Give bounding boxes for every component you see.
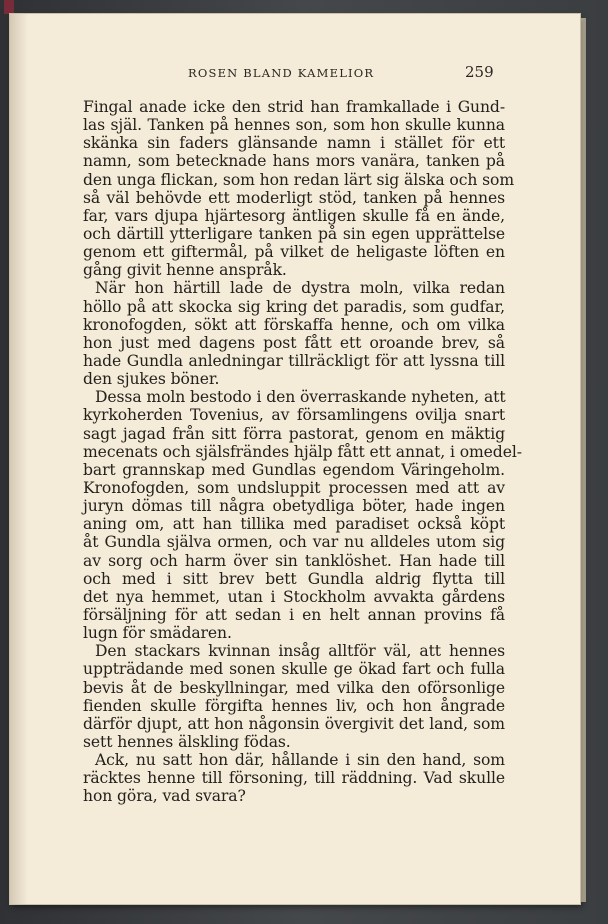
- text-line: fienden skulle förgifta hennes liv, och hon ångrade: [83, 696, 505, 715]
- text-line: far, vars djupa hjärtesorg äntligen skulle få en ände,: [83, 206, 505, 225]
- text-line: höllo på att skocka sig kring det paradis, som gudfar,: [83, 297, 505, 316]
- text-line: las själ. Tanken på hennes son, som hon skulle kunna: [83, 116, 505, 135]
- text-line: därför djupt, att hon någonsin övergivit det land, som: [83, 714, 505, 733]
- text-line: uppträdande med sonen skulle ge ökad fart och fulla: [83, 660, 505, 679]
- paragraph-start: Ack, nu satt hon där, hållande i sin den hand, som: [95, 751, 505, 770]
- text-line: och därtill ytterligare tanken på sin egen upprättelse: [83, 224, 505, 243]
- text-line: gång givit henne anspråk.: [83, 261, 287, 280]
- bookmark-ribbon: [4, 0, 14, 14]
- text-line: hade Gundla anledningar tillräckligt för att lyssna till: [83, 351, 505, 370]
- text-line: aning om, att han tillika med paradiset också köpt: [83, 515, 505, 534]
- paragraph-start: Dessa moln bestodo i den överraskande nyheten, att: [95, 388, 506, 407]
- text-line: åt Gundla själva ormen, och var nu alldeles utom sig: [83, 533, 505, 552]
- text-line: försäljning för att sedan i en helt annan provins få: [83, 605, 505, 624]
- page-header: [10, 63, 580, 86]
- text-line: lugn för smädaren.: [83, 624, 232, 643]
- running-title: ROSEN BLAND KAMELIOR: [188, 66, 375, 80]
- text-line: kronofogden, sökt att förskaffa henne, och om vilka: [83, 315, 505, 334]
- text-line: hon just med dagens post fått ett oroande brev, så: [83, 333, 505, 352]
- text-line: sett hennes älskling födas.: [83, 732, 291, 751]
- text-line: Fingal anade icke den strid han framkallade i Gund-: [83, 98, 505, 116]
- text-line: den unga flickan, som hon redan lärt sig älska och som: [83, 170, 515, 189]
- page-edge: [580, 18, 586, 902]
- page-number: 259: [465, 63, 494, 81]
- text-line: mecenats och själsfrändes hjälp fått ett annat, i omedel-: [83, 442, 522, 461]
- text-line: och med i sitt brev bett Gundla aldrig flytta till: [83, 569, 505, 588]
- paragraph-start: När hon härtill lade de dystra moln, vilka redan: [95, 279, 505, 298]
- text-line: av sorg och harm över sin tanklöshet. Han hade till: [83, 551, 505, 570]
- text-line: så väl behövde ett moderligt stöd, tanken på hennes: [83, 188, 505, 207]
- text-line: Kronofogden, som undsluppit processen med att av: [83, 478, 505, 497]
- text-line: bevis åt de beskyllningar, med vilka den oförsonlige: [83, 678, 505, 697]
- book-page: [10, 14, 580, 904]
- body-text: [83, 98, 522, 806]
- text-line: skänka sin faders glänsande namn i stället för ett: [83, 134, 505, 153]
- text-line: kyrkoherden Tovenius, av församlingens ovilja snart: [83, 406, 505, 425]
- paragraph-start: Den stackars kvinnan insåg alltför väl, att hennes: [95, 642, 505, 661]
- text-line: bart grannskap med Gundlas egendom Väringeholm.: [83, 460, 505, 479]
- text-line: räcktes henne till försoning, till räddning. Vad skulle: [83, 769, 505, 788]
- text-line: den sjukes böner.: [83, 370, 220, 389]
- text-line: genom ett giftermål, på vilket de heligaste löften en: [83, 243, 505, 262]
- text-line: hon göra, vad svara?: [83, 787, 246, 806]
- text-line: juryn dömas till några obetydliga böter, hade ingen: [83, 497, 505, 516]
- text-line: namn, som betecknade hans mors vanära, tanken på: [83, 152, 505, 171]
- text-line: det nya hemmet, utan i Stockholm avvakta gårdens: [83, 587, 505, 606]
- text-line: sagt jagad från sitt förra pastorat, genom en mäktig: [83, 424, 505, 443]
